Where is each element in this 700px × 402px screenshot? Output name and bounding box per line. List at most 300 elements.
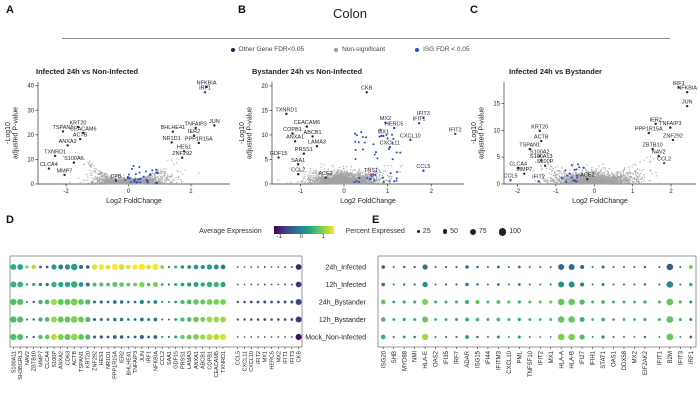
scatter-point <box>155 177 156 178</box>
scatter-point <box>164 179 165 180</box>
scatter-point <box>151 175 152 176</box>
x-axis-label: Log2 FoldChange <box>106 198 162 205</box>
scatter-point <box>177 179 178 180</box>
scatter-point <box>121 180 122 181</box>
gene-label: TNFAIP3 <box>184 121 207 128</box>
isg-point <box>365 136 367 138</box>
scatter-point <box>316 171 317 172</box>
scatter-point <box>322 178 323 179</box>
x-axis-label: Log2 FoldChange <box>572 198 628 205</box>
scatter-point <box>347 183 348 184</box>
gene-label: CCL2 <box>291 167 306 174</box>
isg-point <box>393 180 395 182</box>
scatter-point <box>91 166 92 167</box>
scatter-point <box>333 166 334 167</box>
isg-point <box>373 143 375 145</box>
legend-label: Non-significant <box>342 46 386 53</box>
volcano-plot-b <box>236 62 468 212</box>
scatter-point <box>105 183 106 184</box>
scatter-point <box>318 183 319 184</box>
scatter-point <box>149 177 150 178</box>
scatter-point <box>168 180 169 181</box>
gene-label: BHLHE41 <box>160 125 186 132</box>
isg-point <box>396 177 398 179</box>
y-tick-label: 5 <box>496 155 500 162</box>
scatter-point <box>315 183 316 184</box>
scatter-point <box>175 177 176 178</box>
scatter-point <box>108 176 109 177</box>
scatter-point <box>124 178 125 179</box>
scatter-point <box>310 170 311 171</box>
scatter-point <box>107 180 108 181</box>
scatter-point <box>97 176 98 177</box>
scatter-point <box>134 183 135 184</box>
scatter-point <box>100 180 101 181</box>
y-tick-label: 15 <box>493 101 500 108</box>
scatter-point <box>165 168 166 169</box>
scatter-point <box>173 163 174 164</box>
scatter-point <box>86 174 87 175</box>
scatter-point <box>301 181 302 182</box>
scatter-point <box>348 180 349 181</box>
scatter-point <box>302 180 303 181</box>
scatter-point <box>90 175 91 176</box>
isg-point <box>396 171 398 173</box>
figure-title: Colon <box>333 6 367 21</box>
isg-point <box>135 173 137 175</box>
scatter-point <box>358 170 359 171</box>
scatter-point <box>95 171 96 172</box>
scatter-point <box>155 179 156 180</box>
scatter-point <box>398 170 399 171</box>
scatter-point <box>82 181 83 182</box>
scatter-point <box>119 182 120 183</box>
scatter-point <box>335 180 336 181</box>
y-tick-label: 10 <box>27 157 34 164</box>
scatter-point <box>339 174 340 175</box>
scatter-point <box>162 171 163 172</box>
scatter-point <box>363 182 364 183</box>
y-axis-label: -Log10adjusted P-value <box>239 106 254 160</box>
isg-point <box>139 178 141 180</box>
scatter-point <box>105 175 106 176</box>
scatter-point <box>163 182 164 183</box>
scatter-point <box>342 171 343 172</box>
scatter-point <box>341 174 342 175</box>
scatter-point <box>164 176 165 177</box>
isg-point <box>354 133 356 135</box>
scatter-point <box>153 179 154 180</box>
isg-point <box>358 177 360 179</box>
scatter-point <box>320 163 321 164</box>
gene-label: TXNRD1 <box>275 107 298 114</box>
isg-point <box>355 158 357 160</box>
scatter-point <box>123 183 124 184</box>
scatter-point <box>343 168 344 169</box>
isg-point <box>374 154 376 156</box>
scatter-point <box>91 175 92 176</box>
scatter-point <box>339 176 340 177</box>
scatter-point <box>309 180 310 181</box>
scatter-point <box>75 152 76 153</box>
scatter-point <box>308 183 309 184</box>
scatter-point <box>127 183 128 184</box>
scatter-point <box>83 164 84 165</box>
scatter-point <box>378 176 379 177</box>
scatter-point <box>378 178 379 179</box>
scatter-point <box>349 174 350 175</box>
scatter-point <box>166 183 167 184</box>
scatter-point <box>132 180 133 181</box>
scatter-point <box>358 176 359 177</box>
scatter-point <box>176 162 177 163</box>
scatter-point <box>345 180 346 181</box>
scatter-point <box>312 181 313 182</box>
scatter-point <box>94 168 95 169</box>
gene-label: LAMA3 <box>307 139 326 146</box>
scatter-point <box>145 183 146 184</box>
isg-point <box>390 172 392 174</box>
gene-label: ACE2 <box>318 171 333 178</box>
scatter-point <box>129 180 130 181</box>
isg-point <box>356 180 358 182</box>
scatter-point <box>99 170 100 171</box>
scatter-point <box>337 170 338 171</box>
legend-label: Other Gene FDR<0.05 <box>238 46 305 53</box>
x-tick-label: 2 <box>189 189 193 195</box>
scatter-point <box>88 163 89 164</box>
panel-letter-c: C <box>470 4 478 16</box>
scatter-point <box>313 175 314 176</box>
y-axis-label: -Log10adjusted P-value <box>5 106 20 160</box>
isg-point <box>355 149 357 151</box>
scatter-point <box>343 181 344 182</box>
gene-label: IFIT1 <box>412 116 426 123</box>
scatter-point <box>309 181 310 182</box>
scatter-point <box>380 178 381 179</box>
scatter-point <box>198 172 199 173</box>
isg-point <box>389 180 391 182</box>
scatter-point <box>164 174 165 175</box>
scatter-point <box>333 179 334 180</box>
scatter-point <box>106 173 107 174</box>
significance-legend <box>0 46 700 53</box>
gene-label: ACTB <box>72 132 88 139</box>
scatter-point <box>349 172 350 173</box>
scatter-point <box>297 182 298 183</box>
gene-label: TNS1 <box>364 168 379 175</box>
y-tick-label: 15 <box>261 108 268 115</box>
scatter-point <box>92 180 93 181</box>
scatter-point <box>371 182 372 183</box>
scatter-point <box>341 183 342 184</box>
isg-point <box>383 181 385 183</box>
scatter-point <box>327 181 328 182</box>
scatter-point <box>99 174 100 175</box>
x-tick-label: 1 <box>385 189 390 195</box>
scatter-point <box>341 177 342 178</box>
gene-label: CEACAM6 <box>69 126 97 133</box>
legend-item-nonsignificant <box>334 46 385 53</box>
scatter-point <box>364 177 365 178</box>
scatter-point <box>309 171 310 172</box>
scatter-point <box>350 179 351 180</box>
scatter-point <box>320 167 321 168</box>
scatter-point <box>324 168 325 169</box>
scatter-point <box>108 183 109 184</box>
scatter-point <box>157 169 158 170</box>
scatter-point <box>329 182 330 183</box>
scatter-point <box>123 175 124 176</box>
y-tick-label: 5 <box>264 157 268 164</box>
x-tick-label: 0 <box>126 189 131 195</box>
gene-label: CXCL11 <box>379 140 401 147</box>
scatter-point <box>166 180 167 181</box>
scatter-point <box>161 181 162 182</box>
gene-label: MX2 <box>379 116 392 123</box>
isg-point <box>353 181 355 183</box>
scatter-point <box>87 179 88 180</box>
scatter-point <box>176 182 177 183</box>
y-tick-label: 0 <box>496 182 500 188</box>
isg-point <box>130 181 132 183</box>
scatter-point <box>182 173 183 174</box>
scatter-point <box>344 174 345 175</box>
scatter-point <box>321 179 322 180</box>
scatter-point <box>325 182 326 183</box>
scatter-point <box>102 178 103 179</box>
scatter-point <box>304 178 305 179</box>
scatter-point <box>165 173 166 174</box>
isg-point <box>135 182 137 184</box>
scatter-point <box>151 180 152 181</box>
scatter-point <box>125 182 126 183</box>
scatter-point <box>359 171 360 172</box>
scatter-point <box>78 178 79 179</box>
scatter-point <box>337 181 338 182</box>
isg-point <box>387 137 389 139</box>
scatter-point <box>95 170 96 171</box>
scatter-point <box>98 173 99 174</box>
scatter-point <box>122 178 123 179</box>
isg-point <box>139 181 141 183</box>
scatter-point <box>142 181 143 182</box>
scatter-point <box>303 178 304 179</box>
scatter-point <box>345 174 346 175</box>
scatter-point <box>101 172 102 173</box>
isg-point <box>145 170 147 172</box>
scatter-point <box>177 170 178 171</box>
scatter-point <box>308 180 309 181</box>
scatter-point <box>351 181 352 182</box>
scatter-point <box>173 180 174 181</box>
scatter-point <box>314 182 315 183</box>
scatter-point <box>152 182 153 183</box>
scatter-point <box>364 179 365 180</box>
scatter-point <box>159 179 160 180</box>
gene-label: JUN <box>209 118 220 125</box>
scatter-point <box>382 173 383 174</box>
scatter-point <box>400 166 401 167</box>
scatter-point <box>361 182 362 183</box>
isg-point <box>366 177 368 179</box>
scatter-point <box>383 170 384 171</box>
scatter-point <box>376 181 377 182</box>
isg-point <box>396 180 398 182</box>
scatter-point <box>97 170 98 171</box>
x-tick-label: 2 <box>669 189 673 195</box>
scatter-point <box>165 171 166 172</box>
isg-point <box>354 141 356 143</box>
scatter-point <box>376 176 377 177</box>
scatter-point <box>388 177 389 178</box>
scatter-point <box>375 182 376 183</box>
isg-point <box>127 176 129 178</box>
y-tick-label: 10 <box>261 132 268 139</box>
scatter-point <box>385 179 386 180</box>
scatter-point <box>377 182 378 183</box>
scatter-point <box>373 182 374 183</box>
isg-point <box>137 178 139 180</box>
scatter-point <box>89 165 90 166</box>
scatter-point <box>373 178 374 179</box>
x-axis-label: Log2 FoldChange <box>340 198 396 205</box>
isg-point <box>369 178 371 180</box>
gene-label: CCL5 <box>416 164 431 171</box>
scatter-point <box>144 182 145 183</box>
scatter-point <box>400 171 401 172</box>
scatter-point <box>384 171 385 172</box>
scatter-point <box>355 179 356 180</box>
scatter-point <box>95 176 96 177</box>
scatter-point <box>101 182 102 183</box>
isg-point <box>128 174 130 176</box>
gene-label: CLCA4 <box>40 161 58 168</box>
isg-point <box>362 148 364 150</box>
scatter-point <box>359 168 360 169</box>
scatter-point <box>310 168 311 169</box>
scatter-point <box>93 165 94 166</box>
scatter-point <box>92 182 93 183</box>
scatter-point <box>121 182 122 183</box>
y-tick-label: 10 <box>493 128 500 135</box>
scatter-point <box>167 160 168 161</box>
scatter-point <box>346 166 347 167</box>
gene-label: TXNRD1 <box>44 149 67 156</box>
scatter-point <box>365 174 366 175</box>
scatter-point <box>332 165 333 166</box>
scatter-point <box>333 183 334 184</box>
scatter-point <box>363 177 364 178</box>
scatter-point <box>163 168 164 169</box>
scatter-point <box>352 170 353 171</box>
x-tick-label: 0 <box>592 189 596 195</box>
scatter-point <box>324 179 325 180</box>
scatter-point <box>339 180 340 181</box>
scatter-point <box>89 161 90 162</box>
gene-label: HES1 <box>176 144 192 151</box>
scatter-point <box>99 182 100 183</box>
scatter-point <box>346 182 347 183</box>
scatter-point <box>91 177 92 178</box>
scatter-point <box>387 175 388 176</box>
scatter-point <box>323 182 324 183</box>
scatter-point <box>315 179 316 180</box>
isg-point <box>396 152 398 154</box>
scatter-point <box>302 176 303 177</box>
scatter-point <box>354 170 355 171</box>
gene-label: CEACAM6 <box>293 120 321 127</box>
scatter-point <box>170 175 171 176</box>
x-tick-label: -2 <box>63 189 69 195</box>
y-tick-label: 0 <box>264 182 268 188</box>
scatter-point <box>312 173 313 174</box>
scatter-point <box>305 171 306 172</box>
legend-label: ISG FDR < 0.05 <box>423 46 470 53</box>
scatter-point <box>160 179 161 180</box>
isg-point <box>157 172 159 174</box>
y-tick-label: 0 <box>30 182 34 188</box>
scatter-point <box>313 176 314 177</box>
scatter-point <box>117 182 118 183</box>
scatter-point <box>334 181 335 182</box>
gene-label: CFB <box>110 173 122 180</box>
scatter-point <box>319 180 320 181</box>
scatter-point <box>339 172 340 173</box>
scatter-point <box>324 181 325 182</box>
scatter-point <box>381 182 382 183</box>
gene-label: ANXA2 <box>58 138 77 145</box>
scatter-point <box>338 174 339 175</box>
scatter-point <box>105 177 106 178</box>
other-gene-dot-icon <box>231 48 235 52</box>
scatter-point <box>89 170 90 171</box>
scatter-point <box>360 174 361 175</box>
volcano-plot-c <box>468 62 700 212</box>
scatter-point <box>339 167 340 168</box>
scatter-point <box>80 182 81 183</box>
scatter-point <box>356 177 357 178</box>
scatter-point <box>307 175 308 176</box>
scatter-point <box>401 165 402 166</box>
scatter-point <box>366 174 367 175</box>
scatter-point <box>351 173 352 174</box>
scatter-point <box>109 180 110 181</box>
gene-label: IER2 <box>187 128 201 135</box>
scatter-point <box>337 174 338 175</box>
scatter-point <box>333 178 334 179</box>
scatter-point <box>112 182 113 183</box>
scatter-point <box>94 177 95 178</box>
isg-point <box>155 169 157 171</box>
scatter-point <box>115 182 116 183</box>
isg-point <box>151 169 153 171</box>
scatter-point <box>344 170 345 171</box>
volcano-plot-a <box>2 62 234 212</box>
scatter-point <box>144 181 145 182</box>
isg-point <box>356 134 358 136</box>
scatter-point <box>357 173 358 174</box>
scatter-point <box>336 172 337 173</box>
panel-letter-a: A <box>6 4 14 16</box>
scatter-point <box>348 179 349 180</box>
scatter-point <box>391 176 392 177</box>
y-tick-label: 20 <box>261 83 268 90</box>
scatter-point <box>327 178 328 179</box>
scatter-point <box>384 165 385 166</box>
isg-point <box>360 131 362 133</box>
gene-label: CKB <box>361 85 373 92</box>
